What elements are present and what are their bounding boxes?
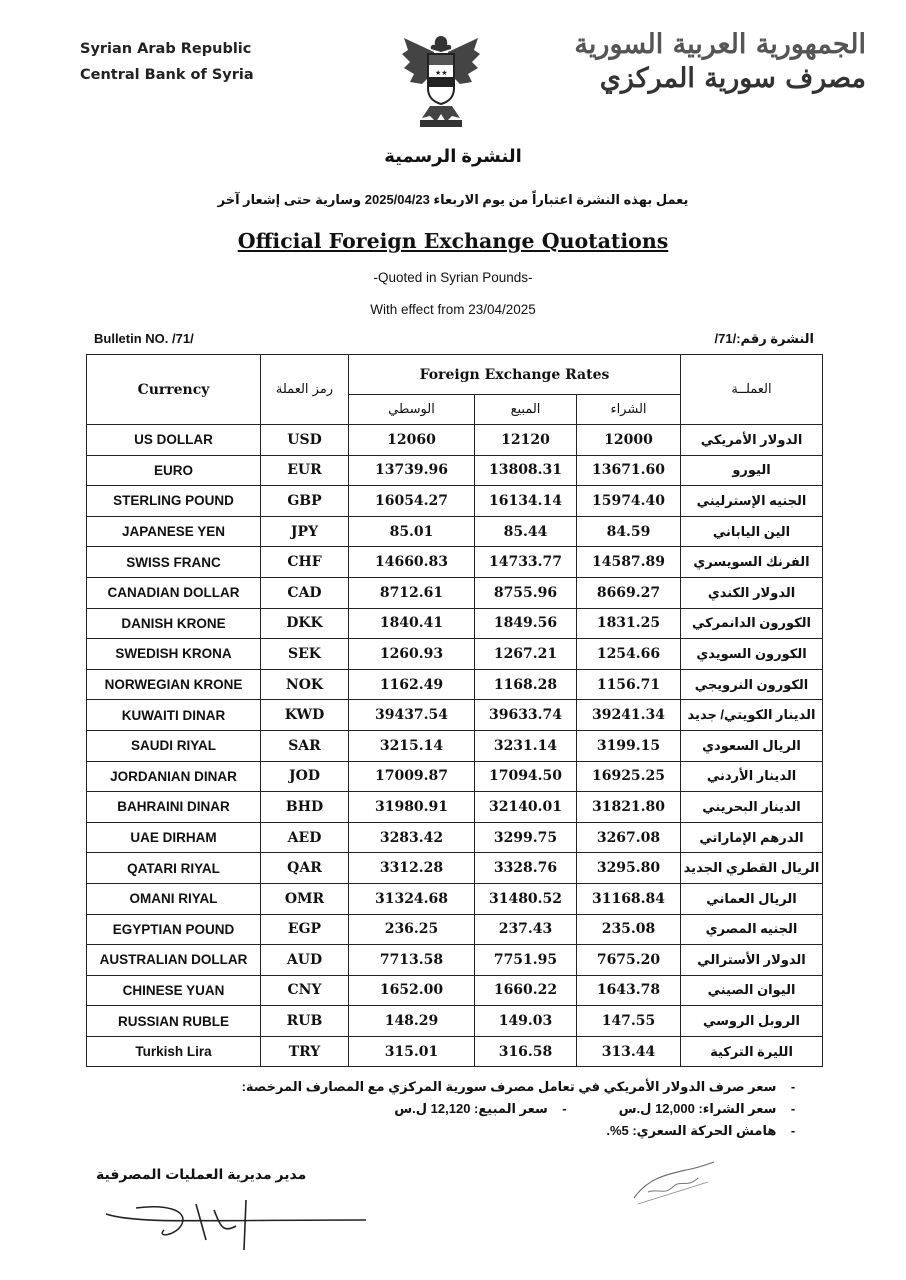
note-line-3 [242, 1120, 806, 1142]
currency-name-ar: الروبل الروسي [681, 1006, 823, 1037]
buy-rate: 13671.60 [577, 455, 681, 486]
header-buy-ar: الشراء [577, 395, 681, 425]
middle-rate: 3312.28 [349, 853, 475, 884]
note-bullet: - [562, 1101, 567, 1116]
buy-rate: 12000 [577, 425, 681, 456]
currency-code: USD [261, 425, 349, 456]
table-header-row [87, 355, 823, 395]
table-row [87, 914, 823, 945]
signatory-title: مدير مديرية العمليات المصرفية [96, 1166, 307, 1182]
buy-rate: 3267.08 [577, 822, 681, 853]
currency-name-en: SWISS FRANC [87, 547, 261, 578]
note-usd-rate-title: سعر صرف الدولار الأمريكي في تعامل مصرف سورية المركزي مع المصارف المرخصة: [241, 1079, 777, 1094]
currency-code: JOD [261, 761, 349, 792]
sell-rate: 14733.77 [475, 547, 577, 578]
buy-rate: 1831.25 [577, 608, 681, 639]
middle-rate: 16054.27 [349, 486, 475, 517]
buy-rate: 15974.40 [577, 486, 681, 517]
table-row [87, 822, 823, 853]
note-bullet: - [790, 1101, 796, 1116]
republic-name-en: Syrian Arab Republic [80, 41, 252, 57]
signature-left-icon [96, 1190, 376, 1270]
table-row [87, 516, 823, 547]
table-row [87, 669, 823, 700]
currency-name-ar: الكورون النرويجي [681, 669, 823, 700]
middle-rate: 315.01 [349, 1036, 475, 1067]
sell-rate: 12120 [475, 425, 577, 456]
sell-rate: 237.43 [475, 914, 577, 945]
currency-name-ar: الجنيه الإسترليني [681, 486, 823, 517]
currency-code: GBP [261, 486, 349, 517]
table-row [87, 577, 823, 608]
note-sell-rate: سعر المبيع: 12,120 ل.س [394, 1101, 548, 1116]
note-bullet: - [790, 1123, 796, 1138]
notes [242, 1076, 806, 1142]
note-buy-rate: سعر الشراء: 12,000 ل.س [618, 1101, 777, 1116]
buy-rate: 1156.71 [577, 669, 681, 700]
table-row [87, 730, 823, 761]
bulletin-effect-ar: يعمل بهذه النشرة اعتباراً من يوم الاربعاء 2025/04/23 وسارية حتى إشعار آخر [217, 192, 689, 207]
currency-name-ar: اليورو [681, 455, 823, 486]
sell-rate: 85.44 [475, 516, 577, 547]
currency-name-en: US DOLLAR [87, 425, 261, 456]
middle-rate: 39437.54 [349, 700, 475, 731]
table-row [87, 639, 823, 670]
currency-name-ar: الدولار الكندي [681, 577, 823, 608]
middle-rate: 3283.42 [349, 822, 475, 853]
buy-rate: 1254.66 [577, 639, 681, 670]
eagle-emblem-icon [400, 30, 482, 130]
buy-rate: 7675.20 [577, 945, 681, 976]
sell-rate: 1168.28 [475, 669, 577, 700]
table-row [87, 700, 823, 731]
buy-rate: 31168.84 [577, 883, 681, 914]
sell-rate: 32140.01 [475, 792, 577, 823]
currency-code: EGP [261, 914, 349, 945]
buy-rate: 313.44 [577, 1036, 681, 1067]
table-row [87, 975, 823, 1006]
exchange-rates-table [86, 354, 823, 1067]
currency-code: OMR [261, 883, 349, 914]
buy-rate: 16925.25 [577, 761, 681, 792]
header-rates: Foreign Exchange Rates [349, 355, 681, 395]
sell-rate: 39633.74 [475, 700, 577, 731]
table-row [87, 1036, 823, 1067]
header-sell-ar: المبيع [475, 395, 577, 425]
sell-rate: 7751.95 [475, 945, 577, 976]
sell-rate: 3299.75 [475, 822, 577, 853]
table-body [87, 425, 823, 1067]
sell-rate: 1849.56 [475, 608, 577, 639]
sell-rate: 17094.50 [475, 761, 577, 792]
currency-code: TRY [261, 1036, 349, 1067]
table-row [87, 883, 823, 914]
buy-rate: 3295.80 [577, 853, 681, 884]
currency-name-ar: الجنيه المصري [681, 914, 823, 945]
currency-name-en: DANISH KRONE [87, 608, 261, 639]
currency-name-en: SAUDI RIYAL [87, 730, 261, 761]
table-row [87, 853, 823, 884]
header-english [80, 36, 254, 88]
buy-rate: 31821.80 [577, 792, 681, 823]
bank-name-ar: مصرف سورية المركزي [599, 63, 866, 94]
table-row [87, 455, 823, 486]
currency-code: QAR [261, 853, 349, 884]
currency-name-en: NORWEGIAN KRONE [87, 669, 261, 700]
middle-rate: 1840.41 [349, 608, 475, 639]
bulletin-number-en: Bulletin NO. /71/ [94, 331, 194, 346]
header-currency: Currency [87, 355, 261, 425]
middle-rate: 31324.68 [349, 883, 475, 914]
currency-name-en: KUWAITI DINAR [87, 700, 261, 731]
sell-rate: 31480.52 [475, 883, 577, 914]
currency-name-ar: الريال القطري الجديد [681, 853, 823, 884]
currency-name-en: SWEDISH KRONA [87, 639, 261, 670]
note-line-2 [242, 1098, 806, 1120]
currency-code: CHF [261, 547, 349, 578]
currency-name-ar: الدرهم الإماراتي [681, 822, 823, 853]
currency-name-ar: الليرة التركية [681, 1036, 823, 1067]
bulletin-number-ar: النشرة رقم:/71/ [714, 331, 814, 346]
buy-rate: 14587.89 [577, 547, 681, 578]
currency-name-en: CHINESE YUAN [87, 975, 261, 1006]
header-arabic [574, 28, 866, 96]
currency-name-en: Turkish Lira [87, 1036, 261, 1067]
currency-name-ar: الدولار الأمريكي [681, 425, 823, 456]
currency-name-ar: الكورون السويدي [681, 639, 823, 670]
middle-rate: 148.29 [349, 1006, 475, 1037]
sell-rate: 1660.22 [475, 975, 577, 1006]
sell-rate: 1267.21 [475, 639, 577, 670]
currency-name-en: JAPANESE YEN [87, 516, 261, 547]
buy-rate: 8669.27 [577, 577, 681, 608]
currency-name-en: AUSTRALIAN DOLLAR [87, 945, 261, 976]
currency-name-en: STERLING POUND [87, 486, 261, 517]
sell-rate: 13808.31 [475, 455, 577, 486]
currency-code: AED [261, 822, 349, 853]
currency-code: KWD [261, 700, 349, 731]
currency-code: SEK [261, 639, 349, 670]
currency-name-ar: الدينار البحريني [681, 792, 823, 823]
bulletin-title-ar: النشرة الرسمية [384, 146, 522, 166]
quoted-note: -Quoted in Syrian Pounds- [373, 270, 533, 285]
currency-name-ar: الدينار الأردني [681, 761, 823, 792]
currency-name-en: EURO [87, 455, 261, 486]
currency-code: EUR [261, 455, 349, 486]
currency-code: AUD [261, 945, 349, 976]
currency-name-ar: اليوان الصيني [681, 975, 823, 1006]
currency-code: DKK [261, 608, 349, 639]
currency-name-ar: الدولار الأسترالي [681, 945, 823, 976]
header-middle-ar: الوسطي [349, 395, 475, 425]
table-row [87, 945, 823, 976]
middle-rate: 1652.00 [349, 975, 475, 1006]
sell-rate: 8755.96 [475, 577, 577, 608]
buy-rate: 1643.78 [577, 975, 681, 1006]
middle-rate: 1260.93 [349, 639, 475, 670]
table-row [87, 792, 823, 823]
currency-code: JPY [261, 516, 349, 547]
middle-rate: 13739.96 [349, 455, 475, 486]
buy-rate: 235.08 [577, 914, 681, 945]
middle-rate: 8712.61 [349, 577, 475, 608]
middle-rate: 31980.91 [349, 792, 475, 823]
svg-text:★★: ★★ [435, 69, 448, 77]
middle-rate: 14660.83 [349, 547, 475, 578]
middle-rate: 17009.87 [349, 761, 475, 792]
header-currency-ar: العملــة [681, 355, 823, 425]
middle-rate: 1162.49 [349, 669, 475, 700]
sell-rate: 16134.14 [475, 486, 577, 517]
currency-name-ar: الين الياباني [681, 516, 823, 547]
currency-name-en: UAE DIRHAM [87, 822, 261, 853]
middle-rate: 236.25 [349, 914, 475, 945]
currency-code: BHD [261, 792, 349, 823]
currency-name-en: JORDANIAN DINAR [87, 761, 261, 792]
table-row [87, 608, 823, 639]
currency-name-en: RUSSIAN RUBLE [87, 1006, 261, 1037]
currency-name-ar: الكورون الدانمركي [681, 608, 823, 639]
republic-name-ar: الجمهورية العربية السورية [574, 29, 866, 60]
note-bullet: - [790, 1079, 796, 1094]
bank-name-en: Central Bank of Syria [80, 67, 254, 83]
sell-rate: 316.58 [475, 1036, 577, 1067]
middle-rate: 12060 [349, 425, 475, 456]
currency-code: CAD [261, 577, 349, 608]
bulletin-title-en: Official Foreign Exchange Quotations [237, 229, 669, 253]
middle-rate: 85.01 [349, 516, 475, 547]
buy-rate: 147.55 [577, 1006, 681, 1037]
note-line-1 [242, 1076, 806, 1098]
currency-name-en: OMANI RIYAL [87, 883, 261, 914]
table-row [87, 486, 823, 517]
header-code-ar: رمز العملة [261, 355, 349, 425]
note-margin: هامش الحركة السعري: 5%. [606, 1123, 777, 1138]
signature-right-icon [628, 1158, 718, 1208]
currency-name-en: QATARI RIYAL [87, 853, 261, 884]
sell-rate: 3328.76 [475, 853, 577, 884]
table-row [87, 1006, 823, 1037]
sell-rate: 3231.14 [475, 730, 577, 761]
currency-code: NOK [261, 669, 349, 700]
currency-name-en: CANADIAN DOLLAR [87, 577, 261, 608]
buy-rate: 39241.34 [577, 700, 681, 731]
currency-name-ar: الريال السعودي [681, 730, 823, 761]
buy-rate: 3199.15 [577, 730, 681, 761]
middle-rate: 7713.58 [349, 945, 475, 976]
currency-name-ar: الريال العماني [681, 883, 823, 914]
table-row [87, 547, 823, 578]
currency-code: RUB [261, 1006, 349, 1037]
currency-code: CNY [261, 975, 349, 1006]
effective-date: With effect from 23/04/2025 [370, 302, 536, 317]
currency-name-ar: الدينار الكويتي/ جديد [681, 700, 823, 731]
buy-rate: 84.59 [577, 516, 681, 547]
sell-rate: 149.03 [475, 1006, 577, 1037]
currency-name-en: BAHRAINI DINAR [87, 792, 261, 823]
currency-name-ar: الفرنك السويسري [681, 547, 823, 578]
currency-code: SAR [261, 730, 349, 761]
currency-name-en: EGYPTIAN POUND [87, 914, 261, 945]
table-row [87, 425, 823, 456]
table-row [87, 761, 823, 792]
middle-rate: 3215.14 [349, 730, 475, 761]
